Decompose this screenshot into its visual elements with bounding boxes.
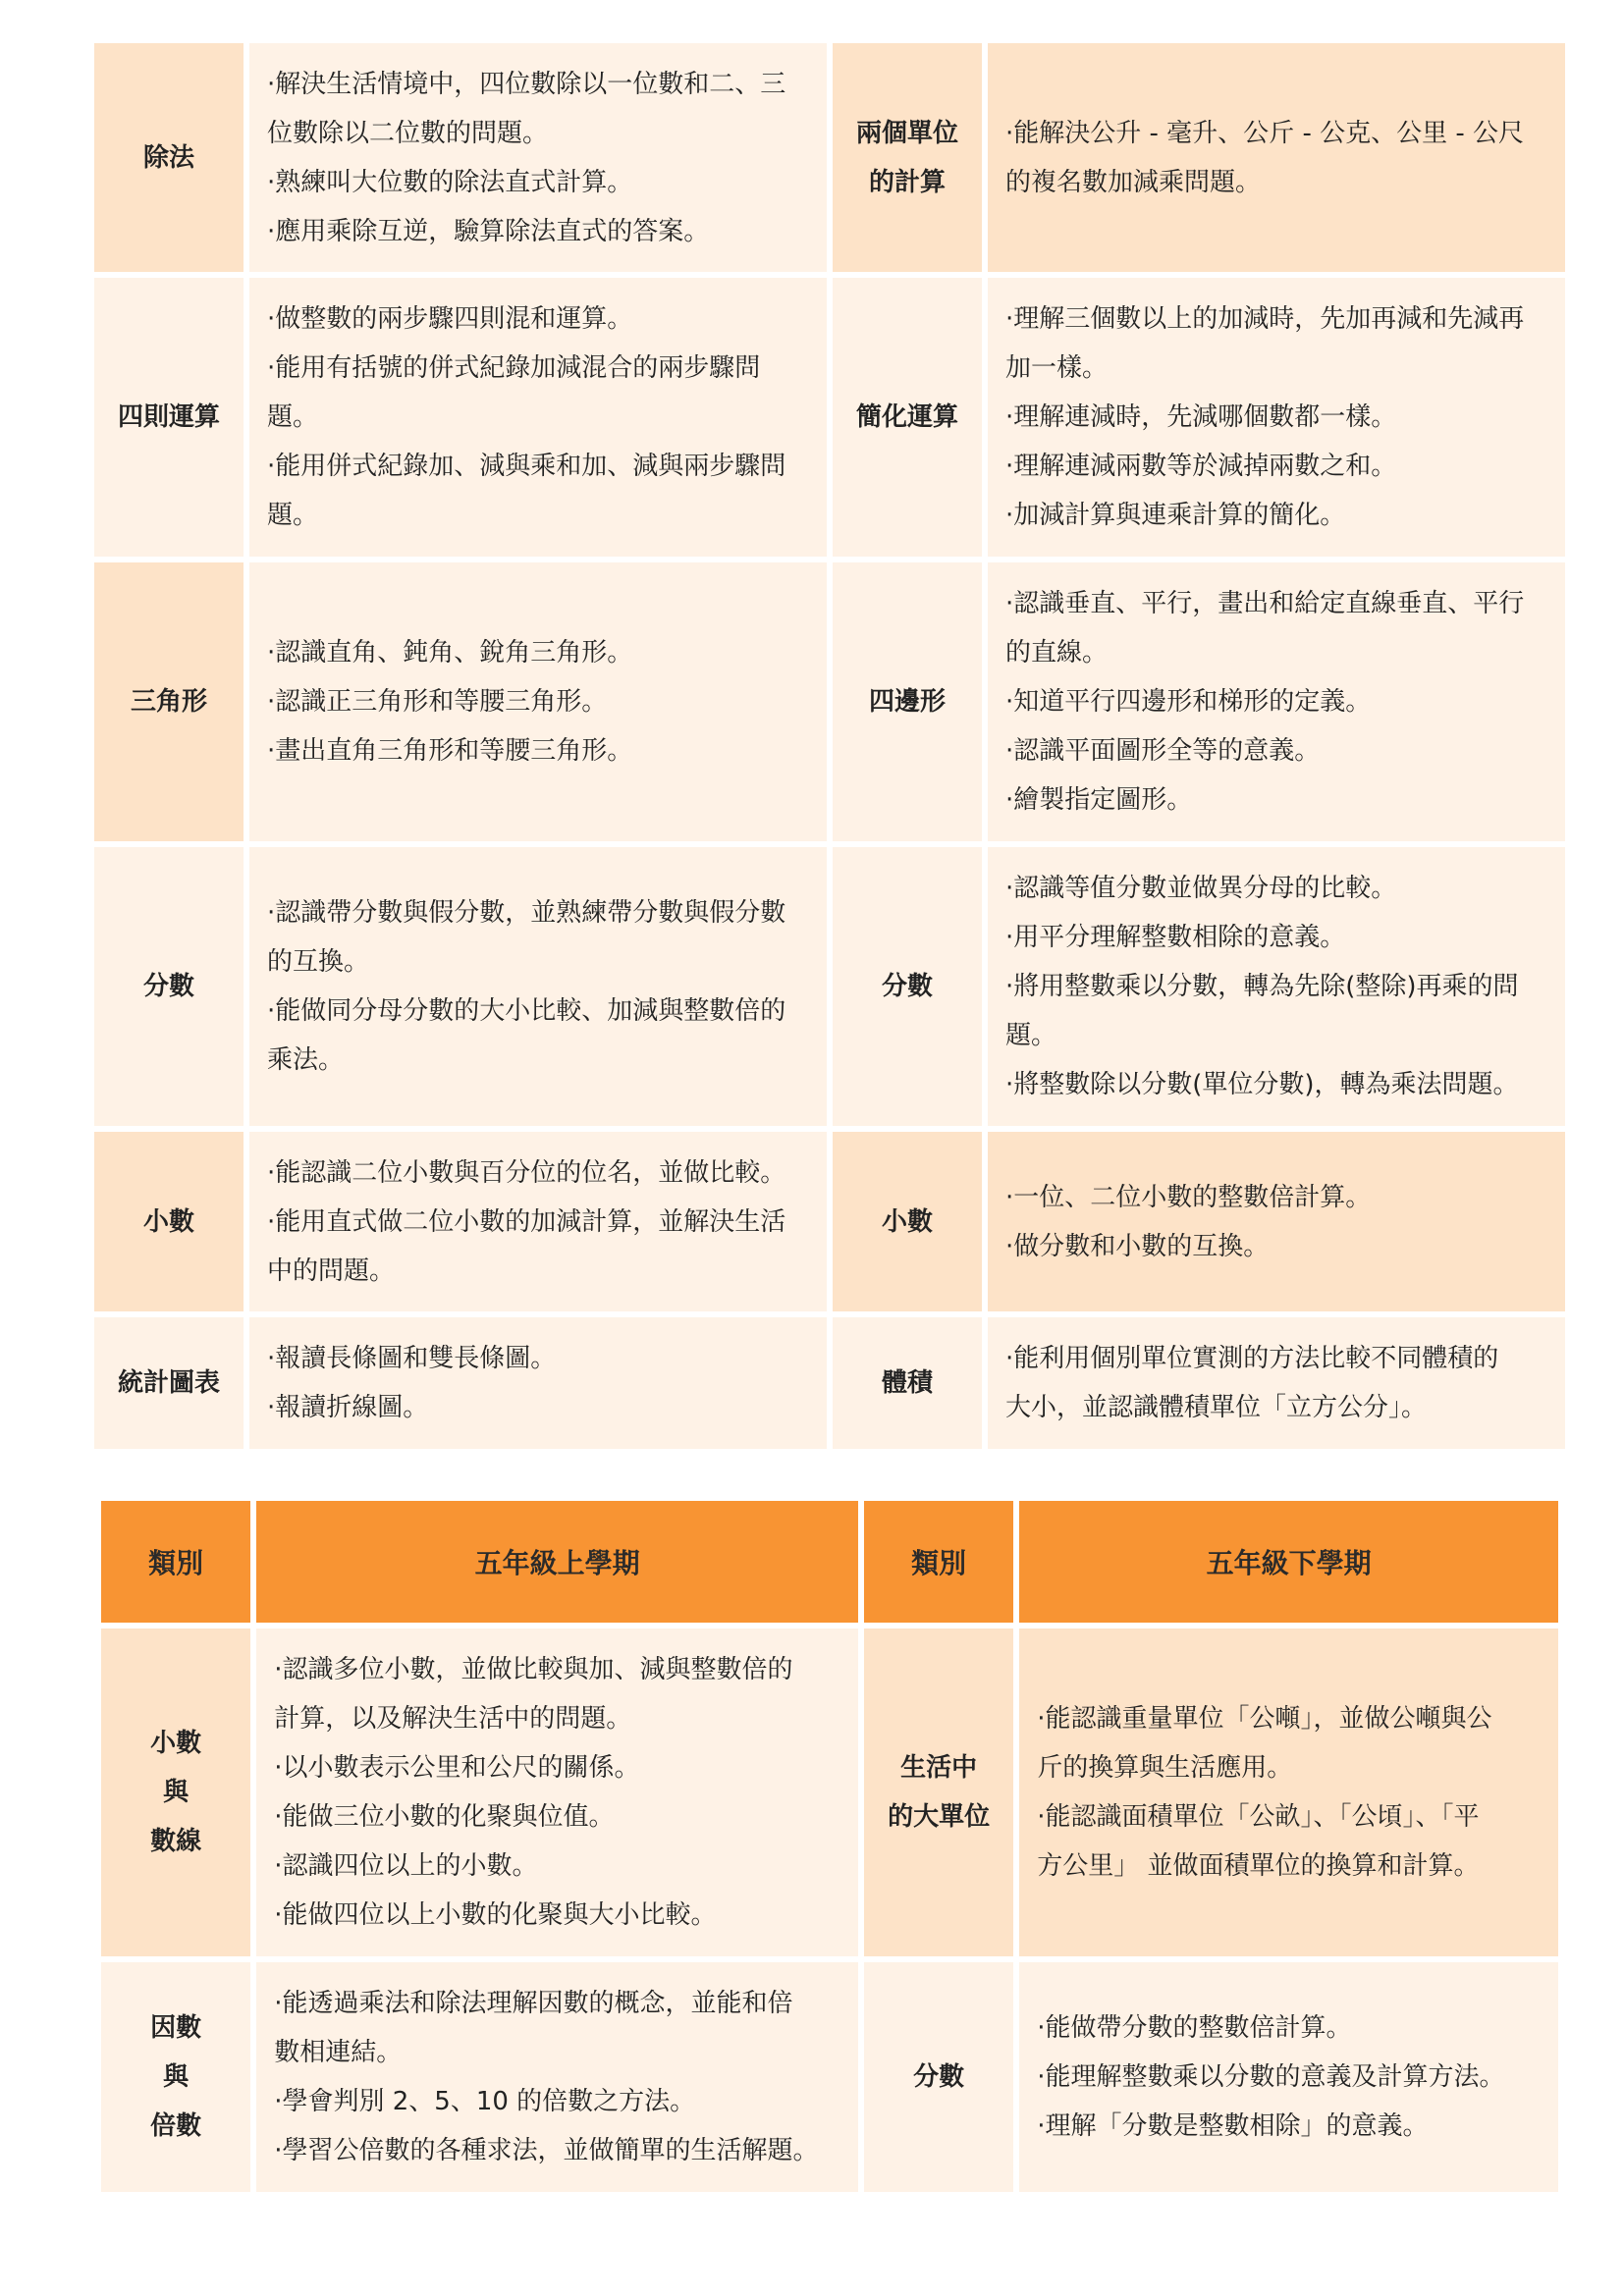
- description-line: ·認識直角、鈍角、銳角三角形。: [267, 638, 633, 667]
- description-cell: [988, 1132, 1565, 1311]
- description-cell: [1019, 1629, 1558, 1956]
- grade5-curriculum-table: [95, 1495, 1564, 2198]
- description-line: ·能做帶分數的整數倍計算。: [1037, 2013, 1352, 2043]
- column-header-category: 類別: [864, 1501, 1013, 1623]
- description-line: ·將整數除以分數(單位分數)，轉為乘法問題。: [1005, 1070, 1519, 1099]
- description-line: ·能解決公升 - 毫升、公斤 - 公克、公里 - 公尺: [1005, 118, 1524, 148]
- description-line: 斤的換算與生活應用。: [1037, 1753, 1293, 1783]
- description-line: 題。: [267, 501, 319, 530]
- description-line: ·認識正三角形和等腰三角形。: [267, 687, 608, 717]
- description-line: 方公里」 並做面積單位的換算和計算。: [1037, 1851, 1480, 1881]
- description-line: ·理解連減時，先減哪個數都一樣。: [1005, 402, 1397, 432]
- description-line: ·認識平面圖形全等的意義。: [1005, 736, 1321, 766]
- description-cell: [249, 1317, 827, 1449]
- description-line: ·畫出直角三角形和等腰三角形。: [267, 736, 633, 766]
- description-line: ·能用有括號的併式紀錄加減混合的兩步驟問: [267, 353, 761, 383]
- description-cell: [1019, 1962, 1558, 2192]
- description-cell: [988, 562, 1565, 841]
- description-line: ·做整數的兩步驟四則混和運算。: [267, 304, 633, 334]
- table-row: [94, 1132, 1565, 1311]
- category-cell: 兩個單位 的計算: [833, 43, 982, 272]
- category-cell: 因數 與 倍數: [101, 1962, 250, 2192]
- description-cell: [249, 1132, 827, 1311]
- description-line: ·認識等值分數並做異分母的比較。: [1005, 874, 1397, 903]
- description-line: 加一樣。: [1005, 353, 1109, 383]
- description-cell: [988, 1317, 1565, 1449]
- description-cell: [988, 847, 1565, 1126]
- description-line: ·能認識面積單位「公畝」、「公頃」、「平: [1037, 1802, 1480, 1832]
- description-line: ·理解「分數是整數相除」的意義。: [1037, 2111, 1429, 2141]
- description-line: ·能利用個別單位實測的方法比較不同體積的: [1005, 1344, 1499, 1373]
- description-line: ·以小數表示公里和公尺的關係。: [274, 1753, 640, 1783]
- category-cell: 簡化運算: [833, 278, 982, 557]
- description-line: ·解決生活情境中，四位數除以一位數和二、三: [267, 69, 786, 99]
- description-line: 數相連結。: [274, 2038, 403, 2067]
- description-line: ·能認識重量單位「公噸」，並做公噸與公: [1037, 1704, 1492, 1734]
- description-line: ·能用直式做二位小數的加減計算，並解決生活: [267, 1206, 786, 1237]
- description-line: 大小，並認識體積單位「立方公分」。: [1005, 1393, 1428, 1422]
- category-cell: 小數 與 數線: [101, 1629, 250, 1956]
- description-line: ·能認識二位小數與百分位的位名，並做比較。: [267, 1157, 786, 1188]
- description-line: ·能用併式紀錄加、減與乘和加、減與兩步驟問: [267, 452, 786, 481]
- description-line: ·知道平行四邊形和梯形的定義。: [1005, 687, 1372, 717]
- category-cell: 三角形: [94, 562, 244, 841]
- description-cell: [256, 1962, 858, 2192]
- description-line: 的互換。: [267, 947, 370, 977]
- grade4-curriculum-table: [88, 37, 1571, 1455]
- description-cell: [249, 43, 827, 272]
- table-row: [94, 278, 1565, 557]
- description-line: 的複名數加減乘問題。: [1005, 167, 1262, 197]
- category-cell: 四則運算: [94, 278, 244, 557]
- description-line: ·理解連減兩數等於減掉兩數之和。: [1005, 452, 1397, 481]
- category-cell: 統計圖表: [94, 1317, 244, 1449]
- column-header-grade5-first-semester: 五年級上學期: [256, 1501, 858, 1623]
- description-line: ·能做同分母分數的大小比較、加減與整數倍的: [267, 996, 786, 1026]
- column-header-category: 類別: [101, 1501, 250, 1623]
- description-cell: [249, 847, 827, 1126]
- description-line: ·能透過乘法和除法理解因數的概念，並能和倍: [274, 1989, 793, 2018]
- description-line: 題。: [267, 402, 319, 432]
- description-line: ·學習公倍數的各種求法，並做簡單的生活解題。: [274, 2136, 819, 2165]
- category-cell: 分數: [94, 847, 244, 1126]
- description-line: ·將用整數乘以分數，轉為先除(整除)再乘的問: [1005, 972, 1519, 1001]
- description-line: ·認識多位小數，並做比較與加、減與整數倍的: [274, 1655, 793, 1684]
- description-line: ·能做三位小數的化聚與位值。: [274, 1802, 615, 1832]
- description-cell: [988, 278, 1565, 557]
- description-line: ·一位、二位小數的整數倍計算。: [1005, 1182, 1372, 1212]
- description-line: 中的問題。: [267, 1255, 396, 1286]
- description-line: ·能做四位以上小數的化聚與大小比較。: [274, 1900, 717, 1930]
- description-line: ·學會判別 2、5、10 的倍數之方法。: [274, 2087, 696, 2116]
- category-cell: 除法: [94, 43, 244, 272]
- table-row: [94, 562, 1565, 841]
- description-line: ·加減計算與連乘計算的簡化。: [1005, 501, 1346, 530]
- category-cell: 體積: [833, 1317, 982, 1449]
- description-line: 位數除以二位數的問題。: [267, 118, 549, 148]
- description-line: ·認識四位以上的小數。: [274, 1851, 538, 1881]
- description-line: ·用平分理解整數相除的意義。: [1005, 923, 1346, 952]
- category-cell: 小數: [833, 1132, 982, 1311]
- description-line: 的直線。: [1005, 638, 1109, 667]
- description-cell: [249, 278, 827, 557]
- table-row: [94, 847, 1565, 1126]
- category-cell: 生活中 的大單位: [864, 1629, 1013, 1956]
- description-line: ·熟練叫大位數的除法直式計算。: [267, 167, 633, 197]
- description-line: ·認識帶分數與假分數，並熟練帶分數與假分數: [267, 898, 786, 928]
- description-cell: [249, 562, 827, 841]
- description-line: 乘法。: [267, 1045, 345, 1075]
- description-line: ·做分數和小數的互換。: [1005, 1231, 1270, 1261]
- column-header-grade5-second-semester: 五年級下學期: [1019, 1501, 1558, 1623]
- table-row: [101, 1629, 1558, 1956]
- description-line: ·應用乘除互逆，驗算除法直式的答案。: [267, 216, 710, 246]
- description-line: ·理解三個數以上的加減時，先加再減和先減再: [1005, 304, 1525, 334]
- description-line: ·能理解整數乘以分數的意義及計算方法。: [1037, 2062, 1505, 2092]
- description-cell: [256, 1629, 858, 1956]
- description-line: ·報讀長條圖和雙長條圖。: [267, 1344, 557, 1373]
- table-row: [94, 1317, 1565, 1449]
- category-cell: 小數: [94, 1132, 244, 1311]
- description-line: ·報讀折線圖。: [267, 1393, 429, 1422]
- description-line: ·認識垂直、平行，畫出和給定直線垂直、平行: [1005, 589, 1525, 618]
- table-header-row: [101, 1501, 1558, 1623]
- description-line: ·繪製指定圖形。: [1005, 785, 1193, 815]
- category-cell: 分數: [833, 847, 982, 1126]
- description-line: 計算，以及解決生活中的問題。: [274, 1704, 632, 1734]
- table-row: [101, 1962, 1558, 2192]
- table-row: [94, 43, 1565, 272]
- category-cell: 四邊形: [833, 562, 982, 841]
- description-line: 題。: [1005, 1021, 1057, 1050]
- category-cell: 分數: [864, 1962, 1013, 2192]
- description-cell: [988, 43, 1565, 272]
